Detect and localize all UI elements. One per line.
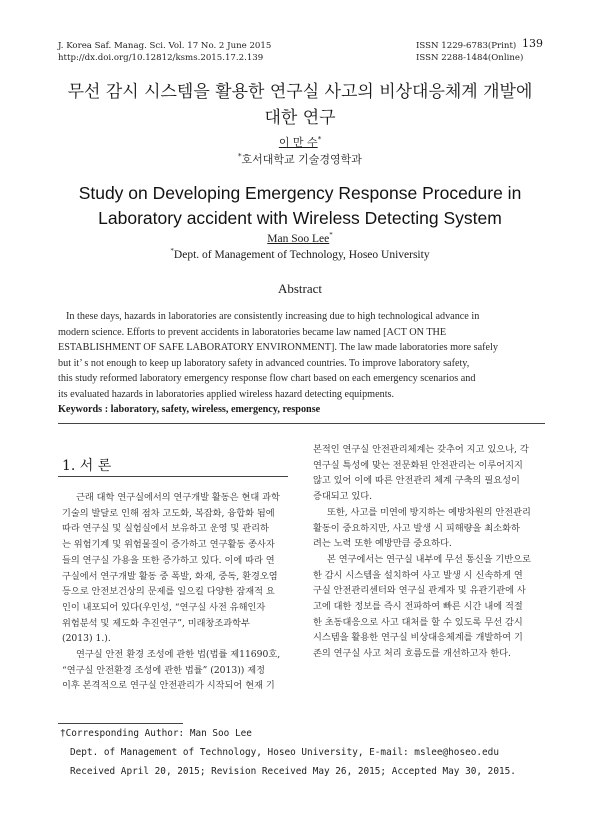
korean-affiliation-text: 호서대학교 기술경영학과 — [241, 153, 362, 166]
body-line: 존의 연구실 사고 처리 흐름도를 개선하고자 한다. — [313, 648, 511, 660]
body-line: 본적인 연구실 안전관리체계는 갖추어 지고 있으나, 각 — [313, 444, 529, 455]
korean-author-name: 이 만 수 — [278, 136, 318, 149]
english-author — [0, 231, 600, 245]
journal-line: J. Korea Saf. Manag. Sci. Vol. 17 No. 2 June 2015 — [58, 41, 272, 51]
section-heading-underline — [58, 476, 288, 477]
english-affiliation-text: Dept. of Management of Technology, Hoseo University — [173, 248, 430, 261]
english-title-line1: Study on Developing Emergency Response Procedure in — [78, 183, 522, 203]
body-line: 는 위험기계 및 위험물질이 증가하고 연구활동 종사자 — [62, 539, 275, 551]
body-line: 인이 내포되어 있다(우인성, “연구실 사전 유해인자 — [62, 601, 266, 613]
abstract-line: ESTABLISHMENT OF SAFE LABORATORY ENVIRONMENT]. The law made laboratories more safely — [58, 342, 498, 353]
abstract-line: but it’ s not enough to keep up laboratory safety in advanced countries. To improve laboratory safety, — [58, 357, 470, 369]
footnote-corresponding: †Corresponding Author: Man Soo Lee — [60, 728, 252, 739]
body-line: 고에 대한 정보를 즉시 전파하여 빠른 시간 내에 적절 — [313, 601, 523, 613]
section-heading: 1. 서 론 — [62, 458, 112, 474]
footnote-divider — [58, 723, 183, 724]
left-column — [62, 490, 290, 694]
korean-title-line2: 대한 연구 — [264, 108, 336, 128]
page-number: 139 — [522, 37, 543, 50]
korean-author-mark: * — [317, 135, 322, 144]
abstract-line: modern science. Efforts to prevent accidents in laboratories became law named [ACT ON THE — [58, 326, 447, 338]
footnote-dates: Received April 20, 2015; Revision Received May 26, 2015; Accepted May 30, 2015. — [70, 766, 516, 777]
right-column — [313, 442, 545, 662]
body-line: 들의 연구실 가용을 또한 증가하고 있다. 이에 따라 연 — [62, 554, 275, 566]
korean-author — [0, 134, 600, 150]
body-line: 연구실 특성에 맞는 전문화된 안전관리는 이루어지지 — [313, 459, 523, 471]
korean-title-line1: 무선 감시 시스템을 활용한 연구실 사고의 비상대응체계 개발에 — [67, 82, 533, 102]
english-affiliation — [0, 247, 600, 261]
abstract-line: this study reformed laboratory emergency response flow chart based on each emergency scenarios and — [58, 373, 476, 384]
issn-online: ISSN 2288-1484(Online) — [416, 53, 524, 63]
body-line: 시스템을 활용한 연구실 비상대응체계를 개발하여 기 — [313, 632, 523, 644]
body-line: “연구실 안전환경 조성에 관한 법률” (2013)) 제정 — [62, 664, 266, 676]
body-line: 구실에서 연구개발 활동 중 폭발, 화재, 중독, 환경오염 — [62, 570, 278, 582]
body-line: 구실 안전관리센터와 연구실 관계자 및 유관기관에 사 — [313, 585, 526, 597]
body-line: 려는 노력 또한 예방만큼 중요하다. — [313, 538, 452, 550]
body-line: 이후 본격적으로 연구실 안전관리가 시작되어 현재 기 — [62, 680, 275, 692]
body-line: 한 초동대응으로 사고 대처를 할 수 있도록 무선 감시 — [313, 616, 523, 628]
doi-line: http://dx.doi.org/10.12812/ksms.2015.17.2.139 — [58, 53, 264, 63]
body-line: 등으로 안전보건상의 문제를 일으킬 다양한 잠재적 요 — [62, 586, 275, 598]
abstract-line: In these days, hazards in laboratories are consistently increasing due to high technological advance in — [66, 311, 480, 322]
english-affiliation-mark: * — [170, 247, 174, 255]
body-line: 또한, 사고를 미연에 방지하는 예방차원의 안전관리 — [327, 506, 531, 518]
korean-affiliation-mark: * — [238, 152, 242, 161]
korean-affiliation — [0, 151, 600, 167]
body-line: 증대되고 있다. — [313, 491, 373, 503]
footnote-affiliation: Dept. of Management of Technology, Hoseo University, E-mail: mslee@hoseo.edu — [70, 747, 499, 758]
body-line: 기술의 발달로 인해 점차 고도화, 복잡화, 융합화 됨에 — [62, 507, 275, 519]
abstract-divider — [58, 423, 545, 424]
body-line: 활동이 중요하지만, 사고 발생 시 피해량을 최소화하 — [313, 522, 520, 534]
body-line: 따라 연구실 및 실험실에서 보유하고 운영 및 관리하 — [62, 523, 269, 535]
body-line: 위험분석 및 제도화 추진연구”, 미래창조과학부 — [62, 617, 250, 629]
body-line: 근래 대학 연구실에서의 연구개발 활동은 현대 과학 — [76, 492, 280, 503]
english-author-mark: * — [329, 231, 333, 239]
english-author-name: Man Soo Lee — [267, 232, 330, 245]
body-line: 않고 있어 이에 따른 안전관리 체계 구축의 필요성이 — [313, 475, 520, 487]
abstract-line: its evaluated hazards in laboratories applied wireless hazard detecting equipments. — [58, 388, 395, 400]
body-line: 본 연구에서는 연구실 내부에 무선 통신을 기반으로 — [327, 553, 531, 565]
abstract-body — [58, 309, 544, 402]
abstract-heading: Abstract — [277, 281, 323, 296]
body-line: (2013) 1.). — [62, 633, 111, 645]
keywords: Keywords : laboratory, safety, wireless, emergency, response — [58, 404, 321, 415]
english-title-line2: Laboratory accident with Wireless Detecting System — [98, 208, 502, 228]
body-line: 연구실 안전 환경 조성에 관한 법(법률 제11690호, — [76, 649, 281, 661]
body-line: 한 감시 시스템을 설치하여 사고 발생 시 신속하게 연 — [313, 569, 523, 581]
issn-print: ISSN 1229-6783(Print) — [416, 41, 517, 51]
